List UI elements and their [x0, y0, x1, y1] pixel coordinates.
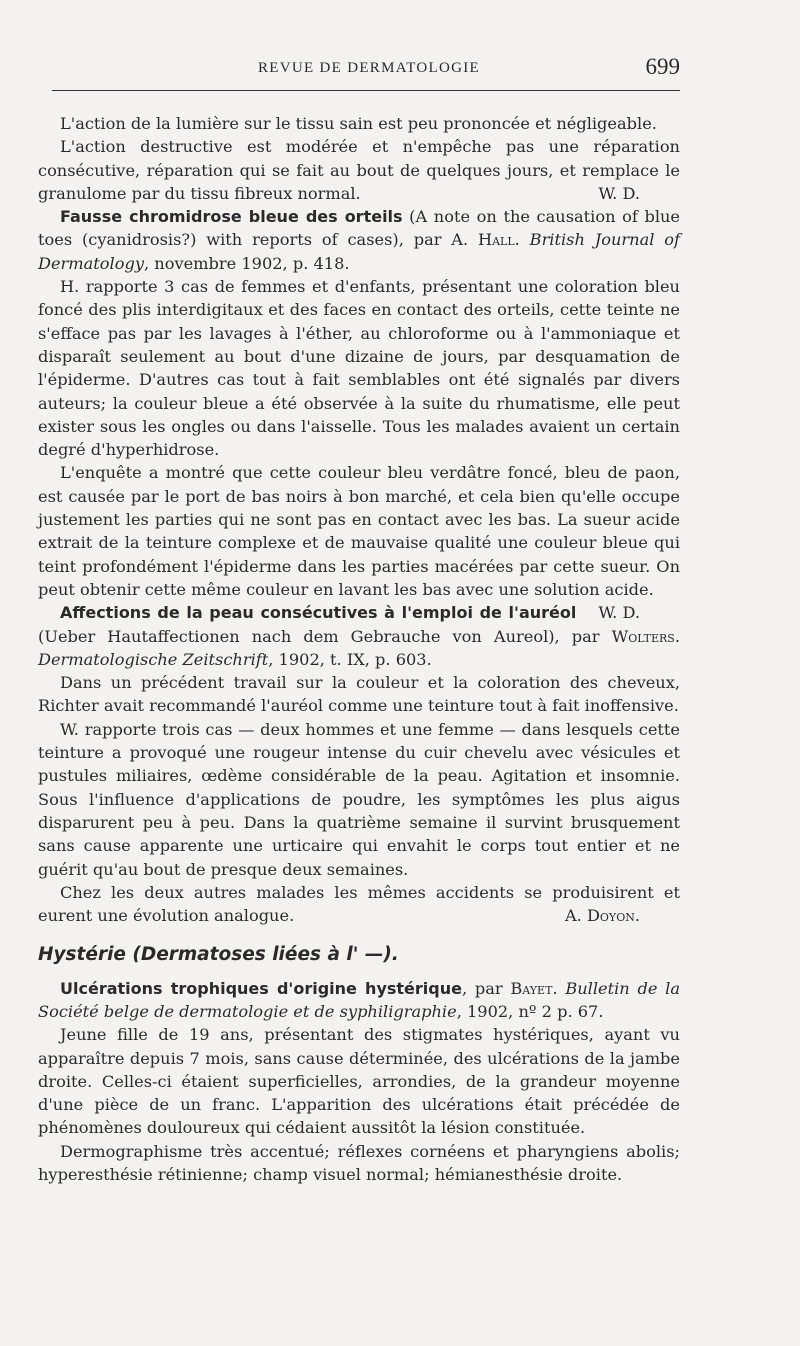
- signature: A. Doyon.: [564, 906, 640, 926]
- paragraph: W. rapporte trois cas — deux hommes et une femme — dans lesquels cette teinture a provoqué une rougeur intense du cuir chevelu avec vésicules et pustules miliaires, œdème considérable de la peau. Agitation et insomnie. Sous l'influence d'applications de poudre, les symptômes les plus aigus disparurent peu à peu. Dans la quatrième semaine il survint brusquement sans cause apparente une urticaire qui envahit le corps tout entier et ne guérit qu'au bout de presque deux semaines.: [38, 719, 680, 879]
- page-header: [38, 50, 680, 90]
- signature: W. D.: [598, 603, 640, 623]
- page: [38, 50, 681, 1185]
- article-title-ulcerations: Ulcérations trophiques d'origine hystérique, par Bayet. Bulletin de la Société belge de dermatologie et de syphiligraphie, 1902, nº 2 p. 67.: [38, 978, 680, 1021]
- page-number: 699: [645, 54, 680, 79]
- paragraph: L'action destructive est modérée et n'empêche pas une réparation consécutive, réparation qui se fait au bout de quelques jours, et remplace le granulome par du tissu fibreux normal. W. D.: [38, 135, 680, 205]
- journal-name: British Journal of Dermatology: [38, 230, 680, 273]
- paragraph: L'enquête a montré que cette couleur bleu verdâtre foncé, bleu de paon, est causée par le port de bas noirs à bon marché, et cela bien qu'elle occupe justement les parties qui ne sont pas en contact avec les bas. La sueur acide extrait de la teinture complexe et de mauvaise qualité une couleur bleue qui teint profondément l'épiderme dans les parties macérées par cette sueur. On peut obtenir cette même couleur en lavant les bas avec une solution acide. W. D.: [38, 461, 680, 601]
- header-rule: [52, 90, 680, 91]
- body-text: [38, 112, 680, 1186]
- paragraph: Dans un précédent travail sur la couleur et la coloration des cheveux, Richter avait recommandé l'auréol comme une teinture tout à fait inoffensive.: [38, 673, 680, 716]
- article-title-text: Fausse chromidrose bleue des orteils: [60, 207, 403, 227]
- author-name: Bayet: [510, 978, 553, 998]
- article-title-fausse-chromidrose: Fausse chromidrose bleue des orteils (A note on the causation of blue toes (cyanidrosis?) with reports of cases), par A. Hall. British Journal of Dermatology, novembre 1902, p. 418.: [38, 207, 681, 273]
- article-title-text: Ulcérations trophiques d'origine hystérique: [60, 978, 462, 998]
- paragraph: H. rapporte 3 cas de femmes et d'enfants, présentant une coloration bleu foncé des plis interdigitaux et des faces en contact des orteils, cette teinte ne s'efface pas par les lavages à l'éther, au chloroforme ou à l'ammoniaque et disparaît seulement au bout d'une dizaine de jours, par desquamation de l'épiderme. D'autres cas tout à fait semblables ont été signalés par divers auteurs; la couleur bleue a été observée à la suite du rhumatisme, elle peut exister sous les ongles ou dans l'aisselle. Tous les malades avaient un certain degré d'hyperhidrose.: [38, 277, 680, 460]
- author-name: Wolters: [611, 626, 675, 646]
- journal-name: Bulletin de la Société belge de dermatologie et de syphiligraphie: [38, 978, 680, 1021]
- paragraph: Dermographisme très accentué; réflexes cornéens et pharyngiens abolis; hyperesthésie rétinienne; champ visuel normal; hémianesthésie droite.: [38, 1141, 680, 1185]
- article-title-affections-aureol: Affections de la peau consécutives à l'emploi de l'auréol (Ueber Hautaffectionen nach dem Gebrauche von Aureol), par Wolters. Dermatologische Zeitschrift, 1902, t. IX, p. 603.: [38, 603, 680, 669]
- article-title-text: Affections de la peau consécutives à l'emploi de l'auréol: [60, 603, 577, 623]
- paragraph: Chez les deux autres malades les mêmes accidents se produisirent et eurent une évolution analogue. A. Doyon.: [38, 881, 680, 928]
- section-heading: Hystérie (Dermatoses liées à l' —).: [38, 944, 399, 966]
- paragraph: L'action de la lumière sur le tissu sain est peu prononcée et négligeable.: [60, 114, 657, 133]
- signature: W. D.: [598, 183, 640, 203]
- author-name: Hall: [478, 230, 515, 250]
- paragraph: Jeune fille de 19 ans, présentant des stigmates hystériques, ayant vu apparaître depuis 7 mois, sans cause déterminée, des ulcérations de la jambe droite. Celles-ci étaient superficielles, arrondies, de la grandeur moyenne d'une pièce de un franc. L'apparition des ulcérations était précédée de phénomènes douloureux qui cédaient aussitôt la lésion constituée.: [38, 1025, 680, 1138]
- journal-name: Dermatologische Zeitschrift: [38, 649, 269, 669]
- running-title: REVUE DE DERMATOLOGIE: [258, 60, 481, 76]
